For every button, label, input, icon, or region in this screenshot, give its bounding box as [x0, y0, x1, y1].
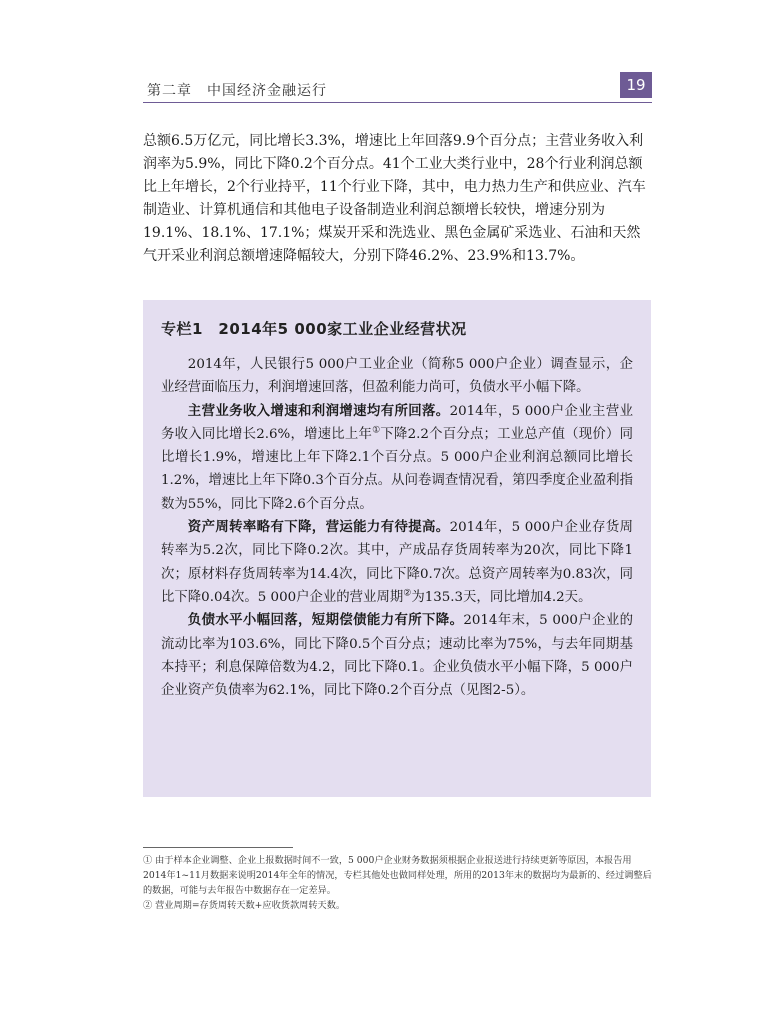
sidebar-box [143, 300, 651, 797]
box-paragraph-4 [161, 609, 633, 702]
box-paragraph-1 [161, 353, 633, 400]
box-title: 专栏1 2014年5 000家工业企业经营状况 [161, 320, 467, 338]
p2-heading: 主营业务收入增速和利润增速均有所回落。 [187, 402, 450, 419]
p2-text-b: 下降2.2个百分点；工业总产值（现价）同比增长1.9%，增速比上年下降2.1个百分点。5 000户企业利润总额同比增长1.2%，增速比上年下降0.3个百分点。从问卷调查情况看，第四季度企业盈利指数为55%，同比下降2.6个百分点。 [161, 426, 633, 512]
box-paragraph-3 [161, 516, 633, 609]
footnote-divider [143, 847, 293, 848]
p3-text-a: 2014年，5 000户企业存货周转率为5.2次，同比下降0.2次。其中，产成品存货周转率为20次，同比下降1次；原材料存货周转率为14.4次，同比下降0.7次。总资产周转率为0.83次，同比下降0.04次。5 000户企业的营业周期 [161, 520, 633, 605]
p1-text: 2014年，人民银行5 000户工业企业（简称5 000户企业）调查显示，企业经营面临压力，利润增速回落，但盈利能力尚可，负债水平小幅下降。 [161, 357, 633, 396]
footnote-2: ② 营业周期=存货周转天数+应收货款周转天数。 [143, 900, 346, 911]
p4-text-a: 2014年末，5 000户企业的流动比率为103.6%，同比下降0.5个百分点；速动比率为75%，与去年同期基本持平；利息保障倍数为4.2，同比下降0.1。企业负债水平小幅下降，5 000户企业资产负债率为62.1%，同比下降0.2个百分点（见图2-5）。 [161, 613, 633, 699]
box-paragraph-2 [161, 400, 633, 516]
p3-heading: 资产周转率略有下降，营运能力有待提高。 [187, 519, 450, 536]
p3-text-b: 为135.3天，同比增加4.2天。 [411, 589, 592, 605]
p2-text-a: 2014年，5 000户企业主营业务收入同比增长2.6%，增速比上年 [161, 403, 633, 442]
footnote-1: ① 由于样本企业调整、企业上报数据时间不一致，5 000户企业财务数据须根据企业报送进行持续更新等原因，本报告用2014年1~11月数据来说明2014年全年的情况，专栏其他处也做同样处理，所用的2013年末的数据均为最新的、经过调整后的数据，可能与去年报告中数据存在一定差异。 [143, 855, 652, 896]
intro-paragraph: 总额6.5万亿元，同比增长3.3%，增速比上年回落9.9个百分点；主营业务收入利润率为5.9%，同比下降0.2个百分点。41个工业大类行业中，28个行业利润总额比上年增长，2个行业持平，11个行业下降，其中，电力热力生产和供应业、汽车制造业、计算机通信和其他电子设备制造业利润总额增长较快，增速分别为19.1%、18.1%、17.1%；煤炭开采和洗选业、黑色金属矿采选业、石油和天然气开采业利润总额增速降幅较大，分别下降46.2%、23.9%和13.7%。 [143, 133, 646, 264]
body-text [143, 130, 653, 268]
footnote-ref-2[interactable]: ② [403, 588, 412, 599]
chapter-title: 第二章 中国经济金融运行 [147, 83, 327, 99]
footnotes [143, 853, 653, 913]
p4-heading: 负债水平小幅回落，短期偿债能力有所下降。 [187, 612, 464, 629]
running-header [143, 70, 652, 103]
footnote-ref-1[interactable]: ① [372, 425, 381, 436]
page-number-badge: 19 [620, 72, 652, 98]
